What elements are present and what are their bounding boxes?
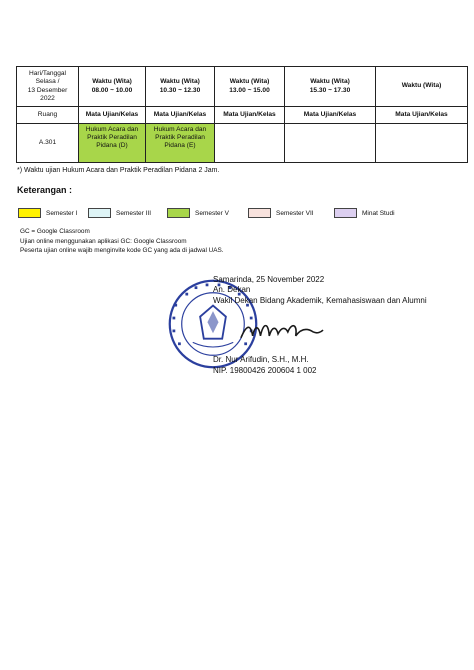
- legend-item: [18, 208, 77, 218]
- room-label-row: [17, 107, 468, 124]
- signer-nip: NIP. 19800426 200604 1 002: [213, 366, 317, 375]
- place-date: Samarinda, 25 November 2022: [213, 275, 325, 284]
- day-date-header: Hari/Tanggal Selasa / 13 Desember 2022: [17, 67, 79, 107]
- subject-header: Mata Ujian/Kelas: [146, 107, 215, 124]
- time-slot-header: Waktu (Wita) 13.00 ~ 15.00: [215, 67, 285, 107]
- time-slot-header: Waktu (Wita) 15.30 ~ 17.30: [285, 67, 376, 107]
- exam-duration-note: *) Waktu ujian Hukum Acara dan Praktik Peradilan Pidana 2 Jam.: [17, 167, 220, 174]
- legend-label: Semester VII: [276, 209, 314, 217]
- legend-label: Semester I: [46, 209, 78, 217]
- subject-header: Mata Ujian/Kelas: [285, 107, 376, 124]
- subject-header: Mata Ujian/Kelas: [79, 107, 146, 124]
- color-swatch: [88, 208, 111, 218]
- legend-label: Semester V: [195, 209, 229, 217]
- gc-definition: GC = Google Classroom: [20, 228, 90, 235]
- color-swatch: [334, 208, 357, 218]
- legend-item: [167, 208, 229, 218]
- legend-title: Keterangan :: [17, 185, 73, 195]
- subject-header: Mata Ujian/Kelas: [215, 107, 285, 124]
- time-slot-header: Waktu (Wita) 10.30 ~ 12.30: [146, 67, 215, 107]
- signature-icon: [237, 316, 325, 346]
- legend-item: [88, 208, 151, 218]
- legend-label: Semester III: [116, 209, 152, 217]
- on-behalf-label: An. Dekan: [213, 285, 251, 294]
- time-slot-header: Waktu (Wita) 08.00 ~ 10.00: [79, 67, 146, 107]
- subject-header: Mata Ujian/Kelas: [376, 107, 468, 124]
- signer-name: Dr. Nur Arifudin, S.H., M.H.: [213, 355, 309, 364]
- exam-cell: Hukum Acara dan Praktik Peradilan Pidana (D): [79, 124, 146, 163]
- legend-item: [334, 208, 395, 218]
- table-row: [17, 124, 468, 163]
- color-swatch: [248, 208, 271, 218]
- exam-cell: Hukum Acara dan Praktik Peradilan Pidana (E): [146, 124, 215, 163]
- schedule-table: [16, 66, 468, 163]
- room-name: A.301: [17, 124, 79, 163]
- room-label: Ruang: [17, 107, 79, 124]
- header-row: [17, 67, 468, 107]
- legend-item: [248, 208, 314, 218]
- legend-label: Minat Studi: [362, 209, 395, 217]
- time-slot-header: Waktu (Wita): [376, 67, 468, 107]
- signer-position: Wakil Dekan Bidang Akademik, Kemahasiswaan dan Alumni: [213, 296, 427, 305]
- exam-cell: [376, 124, 468, 163]
- color-swatch: [167, 208, 190, 218]
- invite-code-info: Peserta ujian online wajib menginvite kode GC yang ada di jadwal UAS.: [20, 247, 224, 254]
- color-swatch: [18, 208, 41, 218]
- exam-cell: [285, 124, 376, 163]
- online-exam-info: Ujian online menggunakan aplikasi GC: Google Classroom: [20, 238, 187, 245]
- exam-cell: [215, 124, 285, 163]
